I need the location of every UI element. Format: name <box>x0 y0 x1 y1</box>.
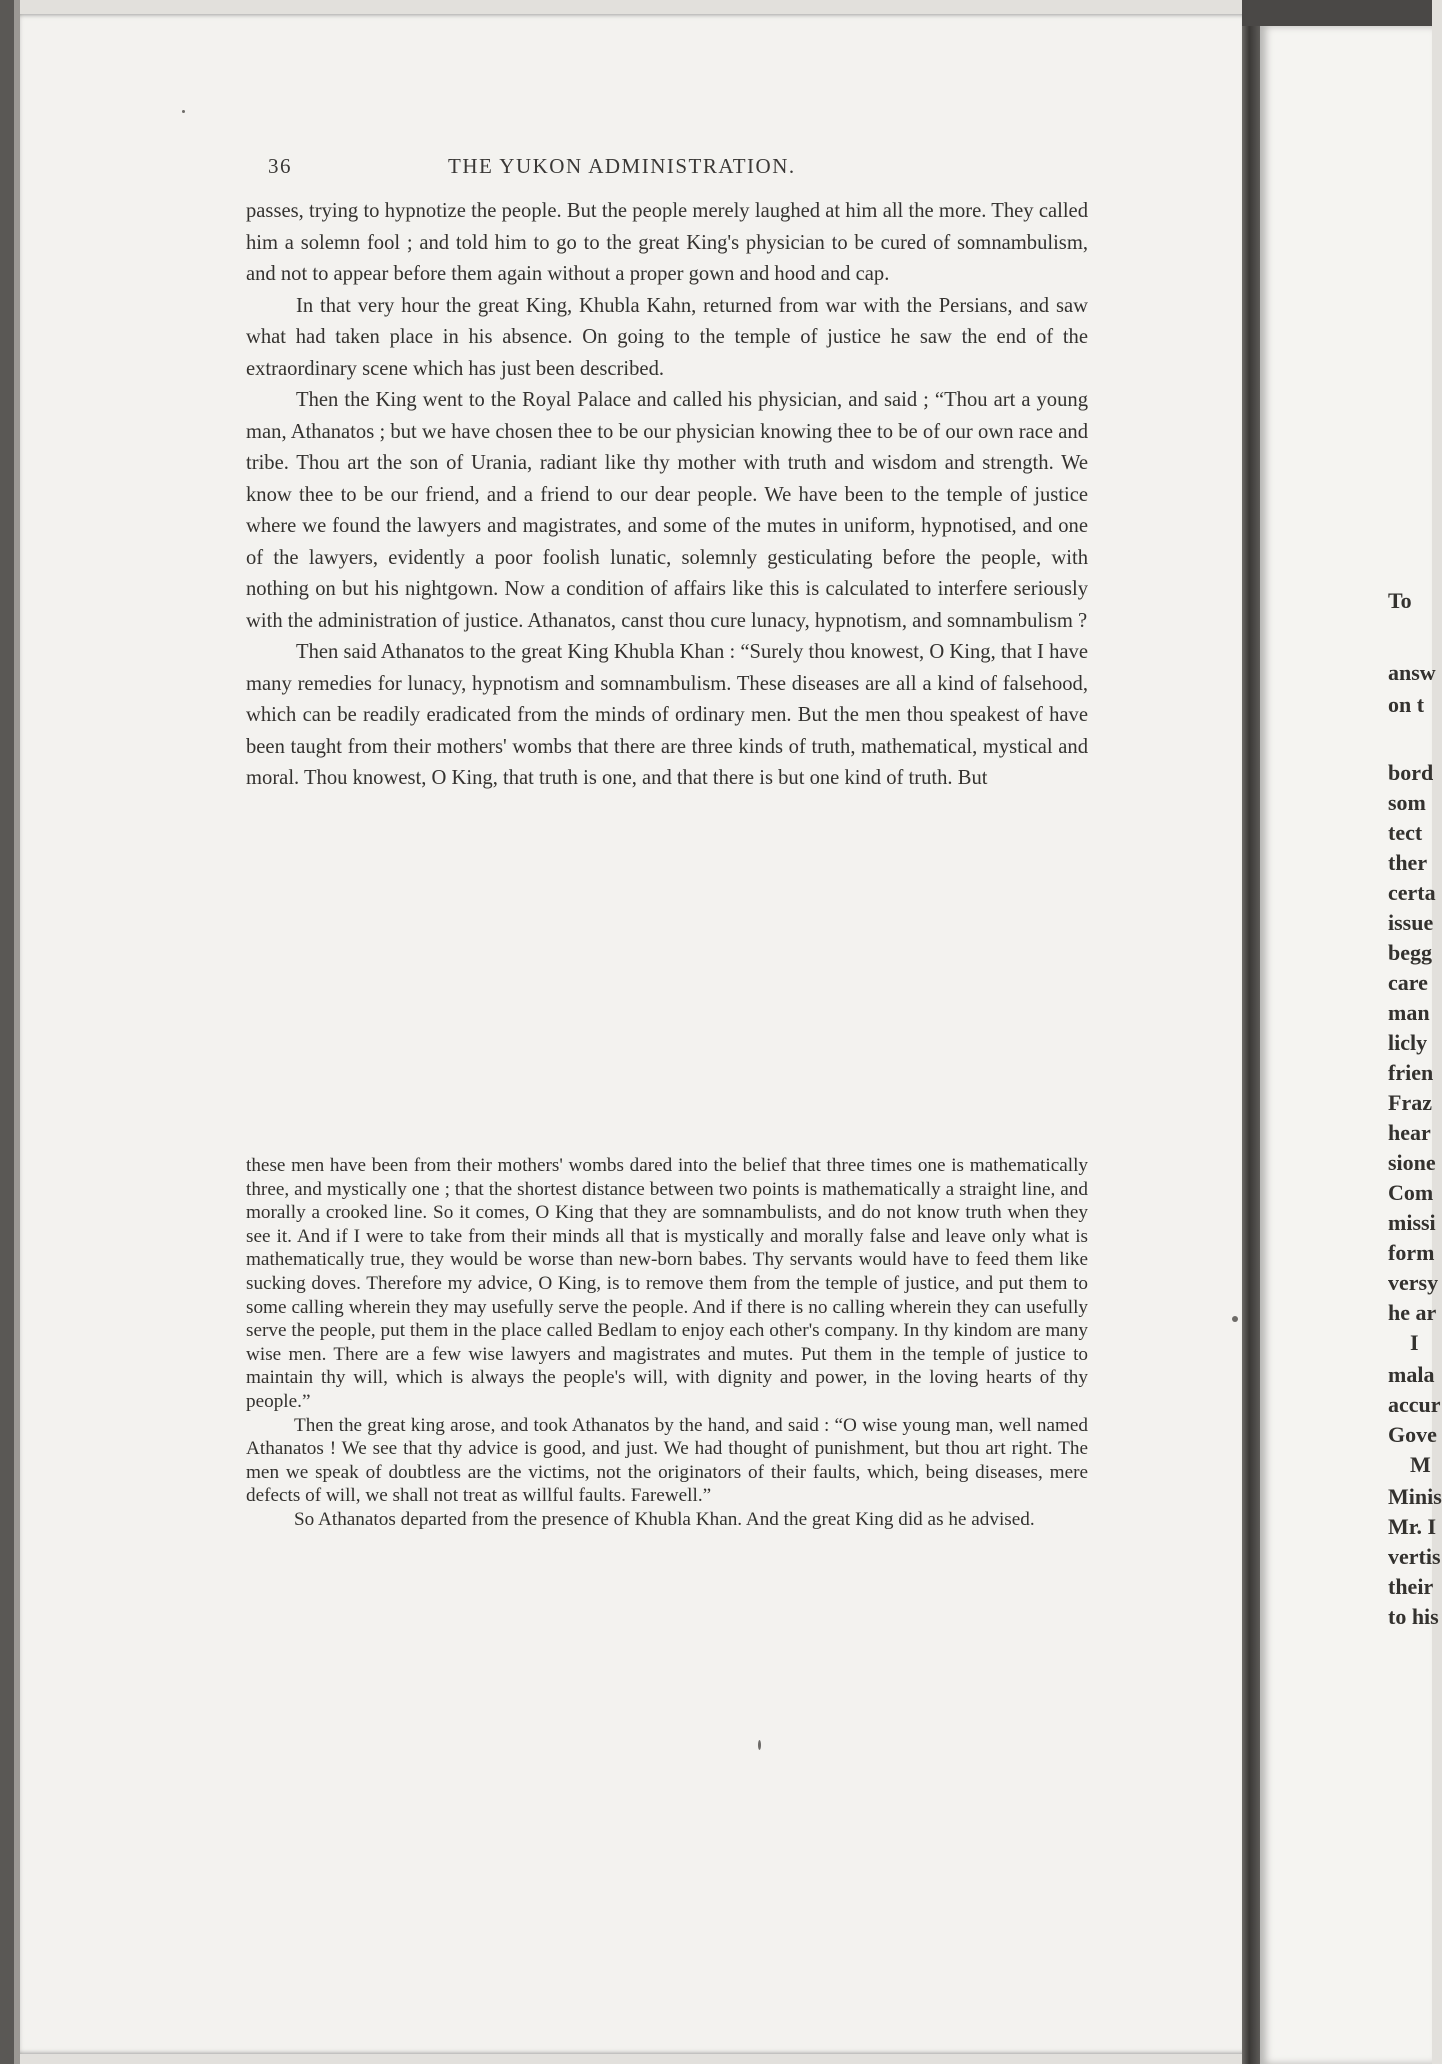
right-page-fragment: issue <box>1388 910 1434 935</box>
right-page-fragment: vertis <box>1388 1544 1441 1569</box>
right-page-fragment: to his <box>1388 1604 1439 1629</box>
paragraph: Then the King went to the Royal Palace and called his physician, and said ; “Thou art a young man, Athanatos ; but we have chosen thee to be our physician knowing thee to be of our own race and tribe. Thou art the son of Urania, radiant like thy mother with truth and wisdom and strength. We know thee to be our friend, and a friend to our dear people. We have been to the temple of justice where we found the lawyers and magistrates, and some of the mutes in uniform, hypnotised, and one of the lawyers, evidently a poor foolish lunatic, solemnly gesticulating before the people, with nothing on but his nightgown. Now a condition of affairs like this is calculated to interfere seriously with the administration of justice. Athanatos, canst thou cure lunacy, hypnotism, and somnambulism ? <box>246 389 1088 632</box>
right-page-fragment: M <box>1410 1452 1431 1477</box>
right-page-fragment: form <box>1388 1240 1435 1265</box>
right-page-fragment: I <box>1410 1330 1419 1355</box>
paragraph: passes, trying to hypnotize the people. But the people merely laughed at him all the more. They called him a solemn fool ; and told him to go to the great King's physician to be cured of somnambulism, and not to appear before them again without a proper gown and hood and cap. <box>246 200 1088 285</box>
right-page-fragment: missi <box>1388 1210 1436 1235</box>
book-gutter <box>1242 0 1260 2064</box>
right-page-fragment: certa <box>1388 880 1436 905</box>
right-page-fragment: their <box>1388 1574 1434 1599</box>
page-edge <box>14 0 20 2064</box>
right-page-fragment: ther <box>1388 850 1428 875</box>
right-page-fragment: hear <box>1388 1120 1431 1145</box>
page-header <box>268 154 1088 182</box>
right-page-fragment: care <box>1388 970 1428 995</box>
paragraph: these men have been from their mothers' wombs dared into the belief that three times one is mathematically three, and mystically one ; that the shortest distance between two points is mathematically a straight line, and morally a crooked line. So it comes, O King that they are somnambulists, and do not know truth when they see it. And if I were to take from their minds all that is mystically and morally false and leave only what is mathematically true, they would be worse than new-born babes. Thy servants would have to feed them like sucking doves. Therefore my advice, O King, is to remove them from the temple of justice, and put them to some calling wherein they may usefully serve the people. And if there is no calling wherein they can usefully serve the people, put them in the place called Bedlam to enjoy each other's company. In thy kindom are many wise men. There are a few wise lawyers and magistrates and mutes. Put them in the temple of justice to maintain thy will, which is always the people's will, with dignity and power, in the loving hearts of thy people.” <box>246 1155 1088 1412</box>
running-title: THE YUKON ADMINISTRATION. <box>448 154 796 178</box>
right-page-text-fragments <box>1388 0 1442 2064</box>
right-page-fragment: som <box>1388 790 1426 815</box>
main-text-block <box>246 196 1088 795</box>
right-page-fragment: frien <box>1388 1060 1434 1085</box>
right-page-fragment: he ar <box>1388 1300 1437 1325</box>
ink-speck <box>182 110 185 113</box>
right-page-fragment: sione <box>1388 1150 1436 1175</box>
paragraph: So Athanatos departed from the presence of Khubla Khan. And the great King did as he advised. <box>294 1508 1035 1530</box>
paragraph: Then the great king arose, and took Athanatos by the hand, and said : “O wise young man, well named Athanatos ! We see that thy advice is good, and just. We had thought of punishment, but thou art right. The men we speak of doubtless are the victims, not the originators of their faults, which, being diseases, mere defects of will, we shall not treat as willful faults. Farewell.” <box>246 1414 1088 1507</box>
ink-speck <box>1232 1316 1238 1322</box>
right-page-fragment: tect <box>1388 820 1423 845</box>
right-page-fragment: Fraz <box>1388 1090 1432 1115</box>
right-page-fragment: Gove <box>1388 1422 1437 1447</box>
right-page-fragment: Com <box>1388 1180 1434 1205</box>
right-page-fragment: accur <box>1388 1392 1441 1417</box>
right-page-fragment: bord <box>1388 760 1434 785</box>
right-page-fragment: man <box>1388 1000 1430 1025</box>
paragraph: In that very hour the great King, Khubla Kahn, returned from war with the Persians, and saw what had taken place in his absence. On going to the temple of justice he saw the end of the extraordinary scene which has just been described. <box>246 294 1088 380</box>
right-page-fragment: Mr. I <box>1388 1514 1437 1539</box>
right-page-fragment: answ <box>1388 660 1436 685</box>
ink-speck <box>758 1740 761 1750</box>
right-page-fragment: licly <box>1388 1030 1428 1055</box>
right-page-fragment: versy <box>1388 1270 1439 1295</box>
book-edge-shadow <box>0 0 14 2064</box>
right-page-fragment: mala <box>1388 1362 1435 1387</box>
paragraph: Then said Athanatos to the great King Khubla Khan : “Surely thou knowest, O King, that I have many remedies for lunacy, hypnotism and somnambulism. These diseases are all a kind of falsehood, which can be readily eradicated from the minds of ordinary men. But the men thou speakest of have been taught from their mothers' wombs that there are three kinds of truth, mathematical, mystical and moral. Thou knowest, O King, that truth is one, and that there is but one kind of truth. But <box>246 641 1088 789</box>
right-page-fragment: begg <box>1388 940 1432 965</box>
small-type-text-block <box>246 1154 1088 1532</box>
right-page-fragment: on t <box>1388 692 1425 717</box>
right-page-fragment: Minis <box>1388 1484 1442 1509</box>
page-number: 36 <box>268 154 292 178</box>
right-page-fragment: To <box>1388 588 1412 613</box>
